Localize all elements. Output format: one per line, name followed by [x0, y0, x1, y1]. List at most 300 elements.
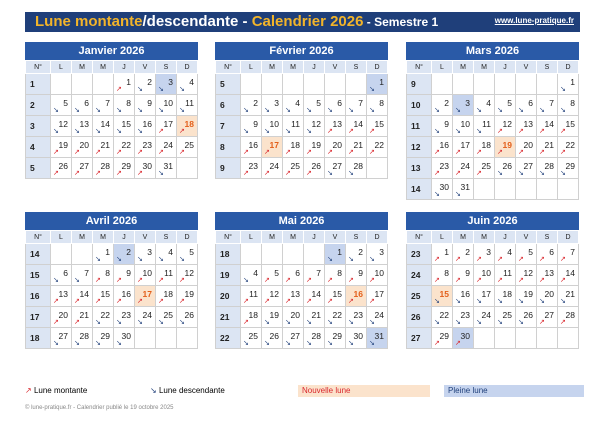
day-number: 16	[460, 289, 470, 299]
empty-cell	[72, 244, 93, 265]
week-row	[26, 95, 198, 116]
falling-arrow-icon: ↘	[327, 170, 333, 177]
day-cell	[283, 286, 304, 307]
day-cell	[516, 307, 537, 328]
day-cell	[283, 307, 304, 328]
rising-arrow-icon: ↗	[264, 170, 270, 177]
rising-arrow-icon: ↗	[74, 149, 80, 156]
day-cell	[51, 137, 72, 158]
rising-arrow-icon: ↗	[476, 256, 482, 263]
week-row	[407, 74, 579, 95]
week-row	[26, 116, 198, 137]
day-number: 2	[147, 77, 152, 87]
day-cell	[51, 158, 72, 179]
day-cell	[325, 116, 346, 137]
week-row	[407, 137, 579, 158]
day-number: 8	[337, 268, 342, 278]
day-cell	[453, 116, 474, 137]
day-cell	[93, 286, 114, 307]
falling-arrow-icon: ↘	[455, 128, 461, 135]
day-header: N°	[407, 231, 432, 244]
falling-arrow-icon: ↘	[455, 107, 461, 114]
rising-arrow-icon: ↗	[53, 149, 59, 156]
day-header: V	[135, 61, 156, 74]
rising-arrow-icon: ↗	[95, 149, 101, 156]
falling-arrow-icon: ↘	[74, 128, 80, 135]
rising-arrow-icon: ↗	[327, 128, 333, 135]
rising-arrow-icon: ↗	[264, 298, 270, 305]
day-cell	[177, 74, 198, 95]
day-number: 31	[163, 161, 173, 171]
rising-arrow-icon: ↗	[95, 298, 101, 305]
week-number: 12	[407, 137, 432, 158]
falling-arrow-icon: ↘	[158, 319, 164, 326]
rising-arrow-icon: ↗	[518, 128, 524, 135]
day-number: 31	[460, 182, 470, 192]
day-number: 13	[290, 289, 300, 299]
rising-arrow-icon: ↗	[476, 170, 482, 177]
day-cell	[537, 307, 558, 328]
day-cell	[495, 116, 516, 137]
day-number: 15	[439, 289, 449, 299]
day-cell	[474, 286, 495, 307]
week-number: 16	[26, 286, 51, 307]
week-row	[26, 244, 198, 265]
week-number: 6	[216, 95, 241, 116]
empty-cell	[516, 179, 537, 200]
week-number: 24	[407, 265, 432, 286]
day-cell-full-moon	[114, 244, 135, 265]
day-number: 18	[481, 140, 491, 150]
day-number: 23	[353, 310, 363, 320]
day-cell	[453, 244, 474, 265]
day-number: 4	[189, 77, 194, 87]
day-cell	[432, 137, 453, 158]
day-cell	[283, 95, 304, 116]
falling-arrow-icon: ↘	[53, 277, 59, 284]
day-cell	[367, 95, 388, 116]
day-header: M	[93, 61, 114, 74]
day-cell	[51, 286, 72, 307]
empty-cell	[93, 74, 114, 95]
empty-cell	[537, 179, 558, 200]
day-number: 25	[502, 310, 512, 320]
empty-cell	[474, 179, 495, 200]
day-cell	[241, 158, 262, 179]
week-row	[407, 286, 579, 307]
day-cell	[474, 307, 495, 328]
rising-arrow-icon: ↗	[497, 149, 503, 156]
day-cell	[495, 265, 516, 286]
rising-arrow-icon: ↗	[348, 128, 354, 135]
day-number: 21	[565, 289, 575, 299]
rising-arrow-icon: ↗	[476, 277, 482, 284]
week-row	[216, 265, 388, 286]
day-number: 19	[269, 310, 279, 320]
day-header-row	[216, 231, 388, 244]
falling-arrow-icon: ↘	[158, 170, 164, 177]
day-cell	[495, 158, 516, 179]
empty-cell	[304, 74, 325, 95]
day-number: 30	[439, 182, 449, 192]
week-number: 22	[216, 328, 241, 349]
day-cell	[72, 158, 93, 179]
day-header-row	[26, 231, 198, 244]
week-row	[216, 137, 388, 158]
page-title: Lune montante/descendante - Calendrier 2026 - Semestre 1	[35, 13, 439, 30]
day-number: 4	[295, 98, 300, 108]
day-number: 11	[249, 289, 258, 299]
day-number: 5	[274, 268, 279, 278]
rising-arrow-icon: ↗	[285, 298, 291, 305]
day-cell	[474, 244, 495, 265]
day-cell	[432, 179, 453, 200]
week-row	[26, 265, 198, 286]
falling-arrow-icon: ↘	[243, 277, 249, 284]
day-number: 16	[142, 119, 152, 129]
day-cell-full-moon	[325, 244, 346, 265]
month-calendar	[215, 42, 388, 179]
day-number: 27	[79, 161, 89, 171]
day-cell	[93, 158, 114, 179]
falling-arrow-icon: ↘	[74, 277, 80, 284]
day-number: 6	[63, 268, 68, 278]
day-cell	[432, 307, 453, 328]
day-header: N°	[26, 61, 51, 74]
month-calendar	[25, 42, 198, 179]
day-number: 15	[565, 119, 575, 129]
day-number: 11	[503, 268, 512, 278]
day-cell	[537, 286, 558, 307]
falling-arrow-icon: ↘	[306, 340, 312, 347]
falling-arrow-icon: ↘	[74, 340, 80, 347]
falling-arrow-icon: ↘	[455, 319, 461, 326]
falling-arrow-icon: ↘	[116, 128, 122, 135]
day-cell	[367, 137, 388, 158]
day-number: 19	[502, 140, 512, 150]
month-table	[215, 60, 388, 179]
week-number: 14	[407, 179, 432, 200]
site-link[interactable]: www.lune-pratique.fr	[494, 16, 574, 25]
rising-arrow-icon: ↗	[179, 149, 185, 156]
falling-arrow-icon: ↘	[264, 107, 270, 114]
day-cell	[432, 116, 453, 137]
day-header: M	[474, 231, 495, 244]
day-number: 20	[290, 310, 300, 320]
falling-arrow-icon: ↘	[497, 319, 503, 326]
day-cell	[114, 158, 135, 179]
falling-arrow-icon: ↘	[539, 298, 545, 305]
day-cell-new-moon	[346, 286, 367, 307]
week-row	[26, 307, 198, 328]
week-row	[216, 307, 388, 328]
day-header: M	[262, 231, 283, 244]
day-cell	[516, 137, 537, 158]
day-header: J	[304, 61, 325, 74]
rising-arrow-icon: ↗	[455, 256, 461, 263]
day-number: 5	[189, 247, 194, 257]
empty-cell	[241, 74, 262, 95]
rising-arrow-icon: ↗	[560, 149, 566, 156]
day-number: 18	[290, 140, 300, 150]
empty-cell	[495, 179, 516, 200]
week-number: 11	[407, 116, 432, 137]
rising-arrow-icon: ↗	[327, 149, 333, 156]
day-number: 13	[332, 119, 342, 129]
falling-arrow-icon: ↘	[285, 319, 291, 326]
day-header: J	[114, 61, 135, 74]
day-cell	[495, 286, 516, 307]
rising-arrow-icon: ↗	[539, 256, 545, 263]
day-number: 6	[337, 98, 342, 108]
day-number: 6	[549, 247, 554, 257]
day-cell	[325, 286, 346, 307]
day-number: 5	[507, 98, 512, 108]
day-cell	[51, 307, 72, 328]
day-header: V	[325, 61, 346, 74]
day-number: 17	[460, 140, 470, 150]
day-header: M	[453, 231, 474, 244]
day-number: 14	[565, 268, 575, 278]
falling-arrow-icon: ↘	[369, 340, 375, 347]
rising-arrow-icon: ↗	[137, 170, 143, 177]
day-cell	[346, 265, 367, 286]
day-cell	[453, 158, 474, 179]
day-header: V	[516, 61, 537, 74]
day-number: 24	[269, 161, 279, 171]
week-row	[407, 158, 579, 179]
falling-arrow-icon: ↘	[264, 128, 270, 135]
rising-arrow-icon: ↗	[455, 277, 461, 284]
day-number: 28	[353, 161, 363, 171]
falling-arrow-icon: ↘	[116, 340, 122, 347]
day-header-row	[407, 61, 579, 74]
week-number: 9	[407, 74, 432, 95]
day-number: 8	[379, 98, 384, 108]
day-number: 4	[253, 268, 258, 278]
day-number: 13	[58, 289, 68, 299]
day-number: 26	[58, 161, 68, 171]
day-cell	[537, 244, 558, 265]
month-table	[25, 230, 198, 349]
day-number: 23	[142, 140, 152, 150]
falling-arrow-icon: ↘	[327, 256, 333, 263]
day-number: 26	[184, 310, 194, 320]
falling-arrow-icon: ↘	[348, 319, 354, 326]
day-number: 2	[358, 247, 363, 257]
day-number: 30	[460, 331, 470, 341]
day-cell	[367, 116, 388, 137]
day-header: N°	[216, 231, 241, 244]
legend-full-moon: Pleine lune	[444, 385, 584, 397]
day-number: 22	[121, 140, 131, 150]
falling-arrow-icon: ↘	[285, 107, 291, 114]
day-number: 19	[58, 140, 68, 150]
rising-arrow-icon: ↗	[74, 298, 80, 305]
day-number: 14	[544, 119, 554, 129]
week-row	[216, 286, 388, 307]
day-cell	[241, 95, 262, 116]
rising-arrow-icon: ↗	[306, 277, 312, 284]
falling-arrow-icon: ↘	[179, 107, 185, 114]
day-number: 7	[316, 268, 321, 278]
day-header: D	[367, 231, 388, 244]
falling-arrow-icon: ↘	[518, 319, 524, 326]
day-header: D	[367, 61, 388, 74]
day-cell	[453, 137, 474, 158]
day-header: L	[432, 61, 453, 74]
day-header-row	[26, 61, 198, 74]
day-header: V	[325, 231, 346, 244]
day-cell	[51, 328, 72, 349]
day-cell	[537, 137, 558, 158]
week-number: 5	[216, 74, 241, 95]
falling-arrow-icon: ↘	[150, 386, 157, 395]
month-table	[406, 60, 579, 200]
day-cell	[283, 158, 304, 179]
week-row	[26, 328, 198, 349]
day-number: 29	[100, 331, 110, 341]
week-row	[26, 74, 198, 95]
day-cell	[346, 116, 367, 137]
day-cell	[241, 116, 262, 137]
day-cell	[537, 265, 558, 286]
day-cell	[558, 74, 579, 95]
day-cell	[537, 95, 558, 116]
day-number: 18	[163, 289, 173, 299]
rising-arrow-icon: ↗	[518, 256, 524, 263]
day-number: 1	[337, 247, 342, 257]
falling-arrow-icon: ↘	[53, 128, 59, 135]
day-header: D	[177, 61, 198, 74]
day-number: 17	[142, 289, 152, 299]
falling-arrow-icon: ↘	[179, 86, 185, 93]
day-cell	[177, 137, 198, 158]
day-number: 1	[105, 247, 110, 257]
day-cell	[537, 158, 558, 179]
day-cell	[156, 158, 177, 179]
day-number: 14	[311, 289, 321, 299]
day-cell	[114, 328, 135, 349]
day-cell	[516, 286, 537, 307]
day-number: 10	[374, 268, 384, 278]
day-number: 12	[311, 119, 321, 129]
day-cell	[93, 244, 114, 265]
day-cell	[304, 286, 325, 307]
day-header: N°	[26, 231, 51, 244]
falling-arrow-icon: ↘	[348, 340, 354, 347]
day-number: 24	[142, 310, 152, 320]
day-number: 12	[184, 268, 194, 278]
rising-arrow-icon: ↗	[369, 298, 375, 305]
day-cell	[432, 95, 453, 116]
empty-cell	[72, 74, 93, 95]
rising-arrow-icon: ↗	[497, 128, 503, 135]
day-cell	[156, 286, 177, 307]
day-cell-full-moon	[453, 328, 474, 349]
day-cell	[516, 265, 537, 286]
day-number: 10	[460, 119, 470, 129]
day-cell-full-moon	[156, 74, 177, 95]
falling-arrow-icon: ↘	[369, 107, 375, 114]
falling-arrow-icon: ↘	[137, 128, 143, 135]
day-cell	[346, 137, 367, 158]
day-cell	[432, 158, 453, 179]
day-cell	[241, 286, 262, 307]
day-number: 5	[528, 247, 533, 257]
day-cell	[93, 265, 114, 286]
rising-arrow-icon: ↗	[53, 298, 59, 305]
falling-arrow-icon: ↘	[539, 107, 545, 114]
day-cell-full-moon	[453, 95, 474, 116]
month-title: Mai 2026	[215, 212, 388, 230]
day-header: M	[72, 231, 93, 244]
rising-arrow-icon: ↗	[455, 340, 461, 347]
month-table	[25, 60, 198, 179]
day-cell	[177, 244, 198, 265]
day-number: 12	[502, 119, 512, 129]
rising-arrow-icon: ↗	[455, 149, 461, 156]
month-table	[406, 230, 579, 349]
day-cell	[135, 158, 156, 179]
day-number: 20	[79, 140, 89, 150]
day-cell	[495, 307, 516, 328]
week-row	[216, 328, 388, 349]
day-number: 20	[523, 140, 533, 150]
day-number: 17	[481, 289, 491, 299]
day-number: 22	[439, 310, 449, 320]
week-row	[26, 137, 198, 158]
empty-cell	[367, 158, 388, 179]
day-header: M	[283, 231, 304, 244]
day-number: 29	[121, 161, 131, 171]
day-cell	[114, 265, 135, 286]
day-cell	[558, 158, 579, 179]
day-header: S	[537, 61, 558, 74]
rising-arrow-icon: ↗	[74, 170, 80, 177]
falling-arrow-icon: ↘	[306, 319, 312, 326]
falling-arrow-icon: ↘	[369, 256, 375, 263]
day-number: 22	[565, 140, 575, 150]
day-number: 22	[100, 310, 110, 320]
day-number: 3	[465, 98, 470, 108]
day-number: 14	[353, 119, 363, 129]
week-number: 26	[407, 307, 432, 328]
day-cell	[453, 265, 474, 286]
rising-arrow-icon: ↗	[497, 256, 503, 263]
week-row	[26, 286, 198, 307]
rising-arrow-icon: ↗	[158, 149, 164, 156]
week-number: 18	[216, 244, 241, 265]
day-cell	[93, 307, 114, 328]
day-header: M	[453, 61, 474, 74]
day-number: 20	[58, 310, 68, 320]
falling-arrow-icon: ↘	[348, 107, 354, 114]
day-cell	[304, 328, 325, 349]
day-cell	[304, 116, 325, 137]
day-number: 14	[100, 119, 110, 129]
day-cell	[262, 328, 283, 349]
day-cell	[325, 137, 346, 158]
week-number: 9	[216, 158, 241, 179]
day-number: 1	[444, 247, 449, 257]
rising-arrow-icon: ↗	[518, 149, 524, 156]
rising-arrow-icon: ↗	[285, 170, 291, 177]
day-header: M	[262, 61, 283, 74]
day-number: 1	[570, 77, 575, 87]
day-cell	[241, 307, 262, 328]
day-cell	[453, 179, 474, 200]
